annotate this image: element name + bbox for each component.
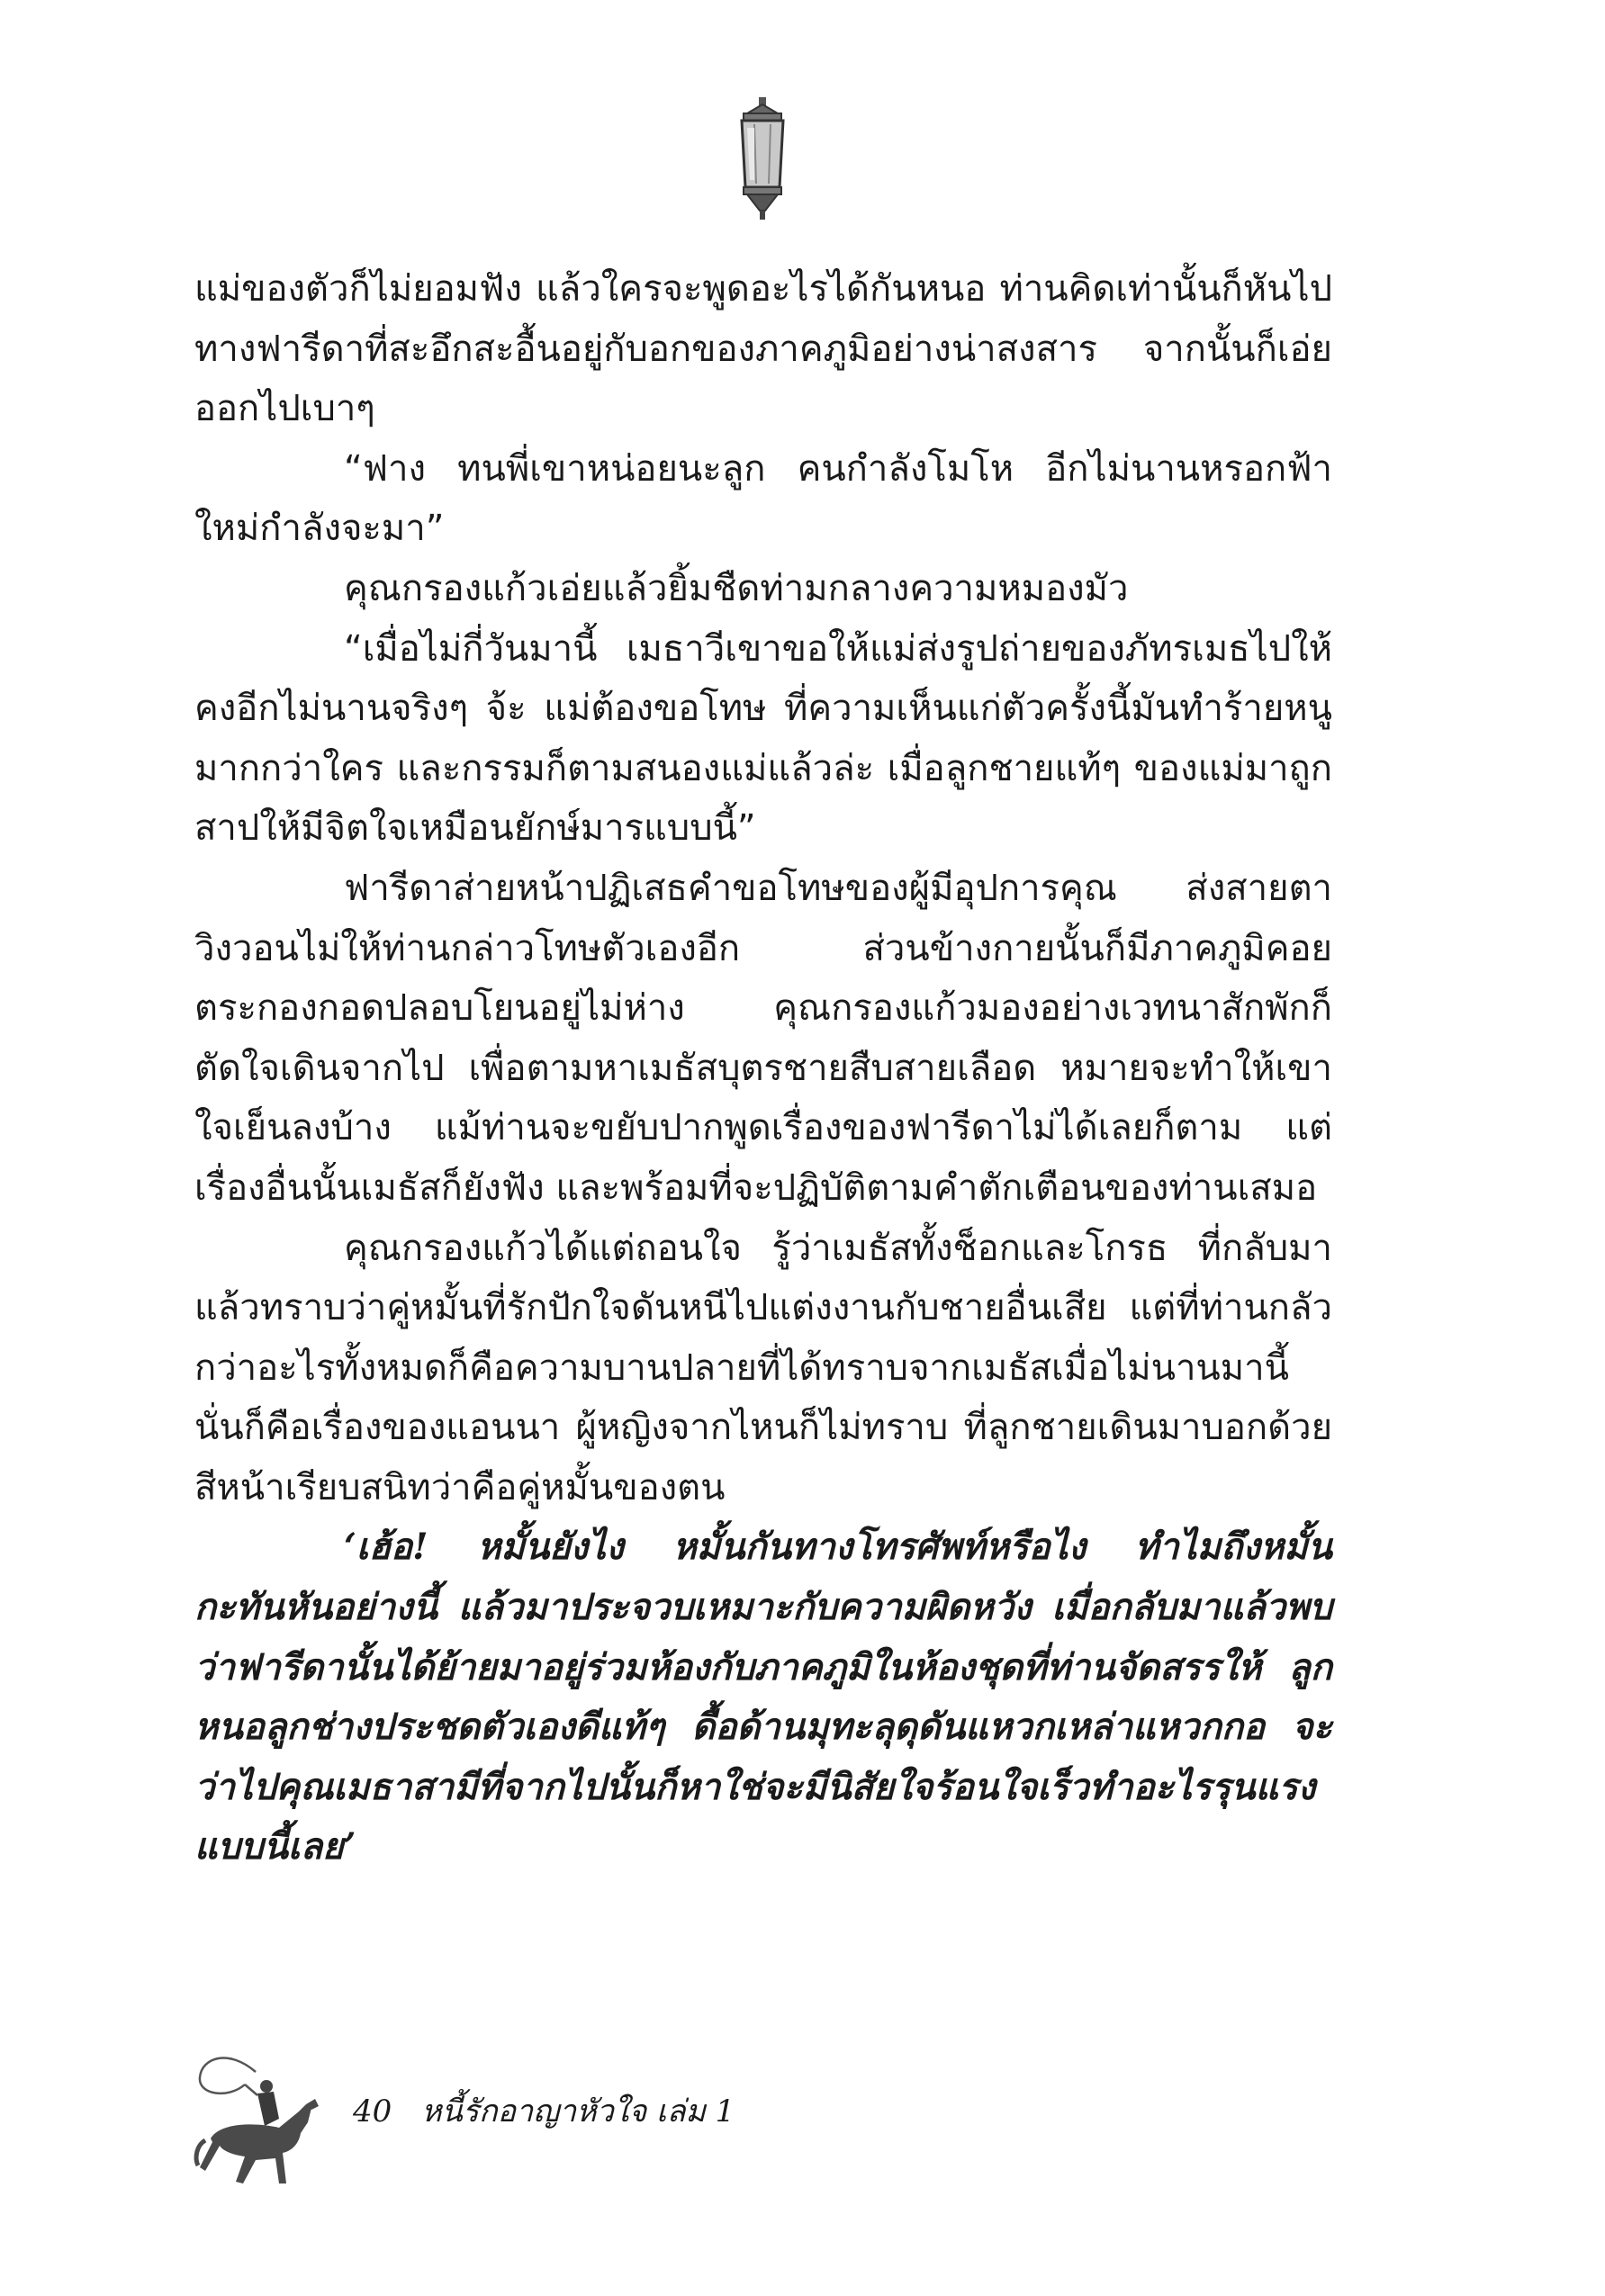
paragraph-3: คุณกรองแก้วเอ่ยแล้วยิ้มชืดท่ามกลางความหมองมัว [344, 567, 1129, 609]
page-number: 40 [353, 2093, 392, 2129]
paragraph-4: “เมื่อไม่กี่วันมานี้ เมธาวีเขาขอให้แม่ส่งรูปถ่ายของภัทรเมธไปให้ คงอีกไม่นานจริงๆ จ้ะ แม่ต้องขอโทษ ที่ความเห็นแก่ตัวครั้งนี้มันทำร้ายหนูมากกว่าใคร และกรรมก็ตามสนองแม่แล้วล่ะ เมื่อลูกชายแท้ๆ ของแม่มาถูกสาปให้มีจิตใจเหมือนยักษ์มารแบบนี้” [194, 627, 1332, 850]
paragraph-7-italic: ‘เฮ้อ! หมั้นยังไง หมั้นกันทางโทรศัพท์หรือไง ทำไมถึงหมั้นกะทันหันอย่างนี้ แล้วมาประจวบเหมาะกับความผิดหวัง เมื่อกลับมาแล้วพบว่าฟารีดานั้นได้ย้ายมาอยู่ร่วมห้องกับภาคภูมิในห้องชุดที่ท่านจัดสรรให้ ลูกหนอลูกช่างประชดตัวเองดีแท้ๆ ดื้อด้านมุทะลุดุดันแหวกเหล่าแหวกกอ จะว่าไปคุณเมธาสามีที่จากไปนั้นก็หาใช่จะมีนิสัยใจร้อนใจเร็วทำอะไรรุนแรงแบบนี้เลย’ [194, 1526, 1332, 1868]
paragraph-2: “ฟาง ทนพี่เขาหน่อยนะลูก คนกำลังโมโห อีกไม่นานหรอกฟ้าใหม่กำลังจะมา” [194, 447, 1332, 550]
paragraph-1: แม่ของตัวก็ไม่ยอมฟัง แล้วใครจะพูดอะไรได้กันหนอ ท่านคิดเท่านั้นก็หันไปทางฟารีดาที่สะอึกสะอื้นอยู่กับอกของภาคภูมิอย่างน่าสงสาร จากนั้นก็เอ่ยออกไปเบาๆ [194, 268, 1332, 430]
page-footer [353, 2086, 735, 2135]
paragraph-6: คุณกรองแก้วได้แต่ถอนใจ รู้ว่าเมธัสทั้งช็อกและโกรธ ที่กลับมาแล้วทราบว่าคู่หมั้นที่รักปักใจดันหนีไปแต่งงานกับชายอื่นเสีย แต่ที่ท่านกลัวกว่าอะไรทั้งหมดก็คือความบานปลายที่ได้ทราบจากเมธัสเมื่อไม่นานมานี้ นั่นก็คือเรื่องของแอนนา ผู้หญิงจากไหนก็ไม่ทราบ ที่ลูกชายเดินมาบอกด้วยสีหน้าเรียบสนิทว่าคือคู่หมั้นของตน [194, 1227, 1332, 1508]
horse-rider-icon [193, 2039, 328, 2201]
body-text [194, 259, 1332, 1877]
book-title: หนี้รักอาญาหัวใจ เล่ม 1 [421, 2093, 735, 2129]
lantern-icon [735, 97, 790, 223]
paragraph-5: ฟารีดาส่ายหน้าปฏิเสธคำขอโทษของผู้มีอุปการคุณ ส่งสายตาวิงวอนไม่ให้ท่านกล่าวโทษตัวเองอีก ส่วนข้างกายนั้นก็มีภาคภูมิคอยตระกองกอดปลอบโยนอยู่ไม่ห่าง คุณกรองแก้วมองอย่างเวทนาสักพักก็ตัดใจเดินจากไป เพื่อตามหาเมธัสบุตรชายสืบสายเลือด หมายจะทำให้เขาใจเย็นลงบ้าง แม้ท่านจะขยับปากพูดเรื่องของฟารีดาไม่ได้เลยก็ตาม แต่เรื่องอื่นนั้นเมธัสก็ยังฟัง และพร้อมที่จะปฏิบัติตามคำตักเตือนของท่านเสมอ [194, 867, 1332, 1209]
